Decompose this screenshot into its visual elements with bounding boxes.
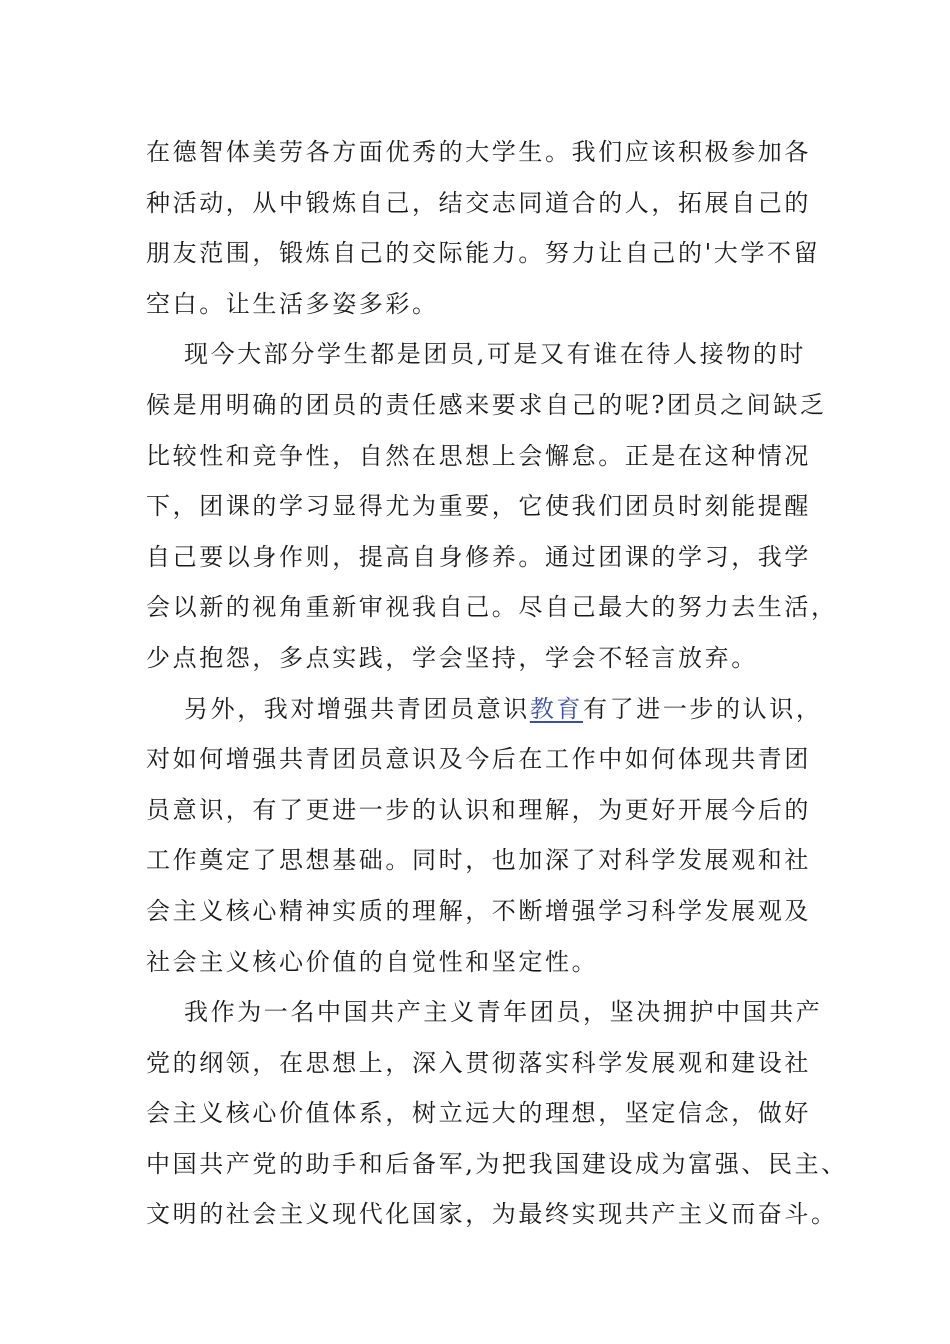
text-line: 会主义核心价值体系，树立远大的理想，坚定信念，做好	[146, 1099, 811, 1128]
document-body	[146, 130, 848, 1243]
text-line: 现今大部分学生都是团员,可是又有谁在待人接物的时	[184, 340, 807, 369]
education-link[interactable]: 教育	[529, 694, 584, 723]
text-line: 会主义核心精神实质的理解，不断增强学习科学发展观及	[146, 896, 811, 925]
text-line: 下，团课的学习显得尤为重要，它使我们团员时刻能提醒	[146, 492, 811, 521]
text-line: 自己要以身作则，提高自身修养。通过团课的学习，我学	[146, 542, 811, 571]
text-line: 空白。让生活多姿多彩。	[146, 289, 439, 318]
text-line: 社会主义核心价值的自觉性和坚定性。	[146, 947, 599, 976]
text-line: 工作奠定了思想基础。同时，也加深了对科学发展观和社	[146, 846, 811, 875]
text-line	[146, 687, 826, 738]
text-line: 在德智体美劳各方面优秀的大学生。我们应该积极参加各	[146, 138, 811, 166]
text-line: 会以新的视角重新审视我自己。尽自己最大的努力去生活，	[146, 593, 838, 622]
text-line: 比较性和竞争性，自然在思想上会懈怠。正是在这种情况	[146, 441, 811, 470]
text-line: 员意识，有了更进一步的认识和理解，为更好开展今后的	[146, 795, 811, 824]
paragraph-1	[146, 130, 826, 332]
text-line: 我作为一名中国共产主义青年团员，坚决拥护中国共产	[184, 998, 823, 1027]
text-line: 朋友范围，锻炼自己的交际能力。努力让自己的'大学不留	[146, 239, 821, 268]
text-line: 少点抱怨，多点实践，学会坚持，学会不轻言放弃。	[146, 643, 758, 672]
text-segment: 有了进一步的认识，	[583, 694, 823, 723]
text-line: 种活动，从中锻炼自己，结交志同道合的人，拓展自己的	[146, 188, 811, 217]
paragraph-4	[146, 990, 848, 1243]
text-line: 文明的社会主义现代化国家，为最终实现共产主义而奋斗。	[146, 1200, 838, 1229]
paragraph-3	[146, 687, 826, 991]
text-line: 候是用明确的团员的责任感来要求自己的呢?团员之间缺乏	[146, 390, 827, 419]
text-line: 对如何增强共青团员意识及今后在工作中如何体现共青团	[146, 745, 811, 774]
text-line: 中国共产党的助手和后备军,为把我国建设成为富强、民主、	[146, 1149, 848, 1178]
paragraph-2	[146, 332, 838, 686]
text-line: 党的纲领，在思想上，深入贯彻落实科学发展观和建设社	[146, 1048, 811, 1077]
text-segment: 另外，我对增强共青团员意识	[184, 694, 530, 723]
